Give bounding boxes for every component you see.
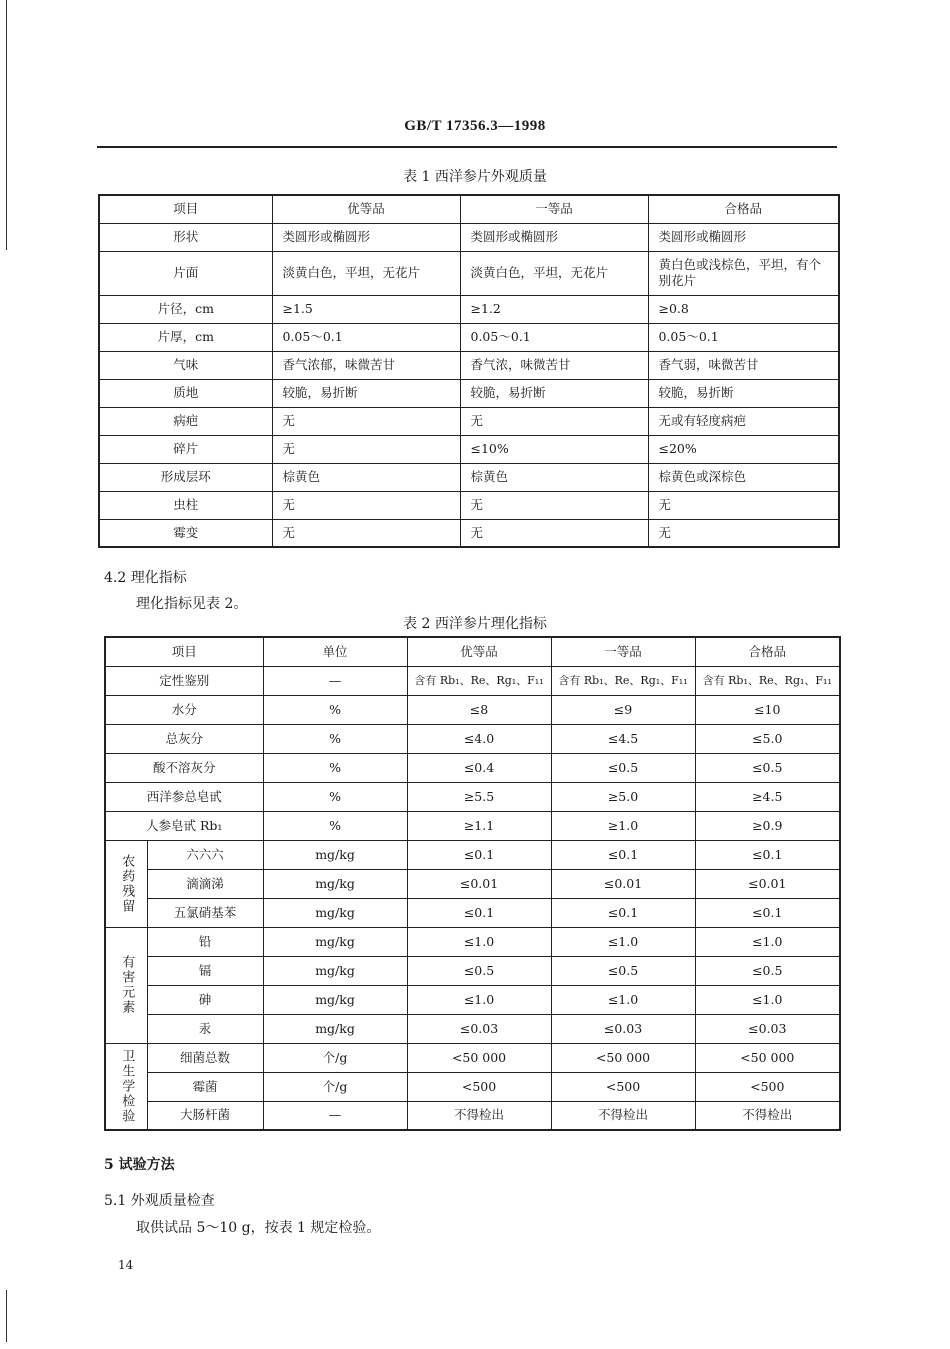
table2-value-cell: ≤0.03 xyxy=(407,1014,551,1043)
table2-value-cell: ≤1.0 xyxy=(695,985,840,1014)
table1-value-cell: 类圆形或椭圆形 xyxy=(460,223,648,251)
table1-row xyxy=(99,295,839,323)
table2-value-cell: ≤0.03 xyxy=(695,1014,840,1043)
page-number: 14 xyxy=(118,1258,134,1272)
table2-unit-cell: mg/kg xyxy=(263,985,407,1014)
table2-group-label: 农药残留 xyxy=(105,840,147,927)
table2-value-cell: ≤0.1 xyxy=(551,840,695,869)
table2-value-cell: 不得检出 xyxy=(695,1101,840,1130)
table2-group-label: 卫生学检验 xyxy=(105,1043,147,1130)
table2-value-cell: ≤0.1 xyxy=(695,898,840,927)
table2-item-cell: 西洋参总皂甙 xyxy=(105,782,263,811)
table2-value-cell: ≤0.01 xyxy=(407,869,551,898)
table2-value-cell: 不得检出 xyxy=(407,1101,551,1130)
table1-caption: 表 1 西洋参片外观质量 xyxy=(403,169,547,185)
table2-value-cell: ≤1.0 xyxy=(551,985,695,1014)
scan-margin-line-bottom xyxy=(6,1290,7,1342)
table1-value-cell: 0.05～0.1 xyxy=(272,323,460,351)
table2-item-cell: 水分 xyxy=(105,695,263,724)
table2-item-cell: 滴滴涕 xyxy=(147,869,263,898)
table1-item-cell: 片厚，cm xyxy=(99,323,272,351)
table2-value-cell: ≤0.03 xyxy=(551,1014,695,1043)
table1-row xyxy=(99,407,839,435)
section-5-1-heading: 5.1 外观质量检查 xyxy=(104,1193,215,1209)
table2-unit-cell: % xyxy=(263,811,407,840)
table1-item-cell: 霉变 xyxy=(99,519,272,547)
section-5-1-text: 取供试品 5～10 g，按表 1 规定检验。 xyxy=(136,1220,381,1236)
table1-value-cell: 无 xyxy=(272,407,460,435)
table1-item-cell: 片面 xyxy=(99,251,272,295)
section-4-2-text: 理化指标见表 2。 xyxy=(136,596,248,612)
table1-value-cell: 较脆，易折断 xyxy=(648,379,839,407)
table2-header-cell: 合格品 xyxy=(695,637,840,666)
table1-value-cell: 淡黄白色，平坦，无花片 xyxy=(272,251,460,295)
table1-value-cell: 无 xyxy=(272,435,460,463)
table2-value-cell: ≤4.0 xyxy=(407,724,551,753)
table2-group-row xyxy=(105,869,840,898)
table2-row xyxy=(105,666,840,695)
table2-value-cell: ≤0.5 xyxy=(551,753,695,782)
page-header: GB/T 17356.3—1998 xyxy=(404,118,546,134)
table2-item-cell: 细菌总数 xyxy=(147,1043,263,1072)
table1-value-cell: 黄白色或浅棕色，平坦，有个别花片 xyxy=(648,251,839,295)
table2-item-cell: 铅 xyxy=(147,927,263,956)
table2-value-cell: <50 000 xyxy=(695,1043,840,1072)
table1-value-cell: 类圆形或椭圆形 xyxy=(272,223,460,251)
table2-unit-cell: % xyxy=(263,695,407,724)
table2-item-cell: 总灰分 xyxy=(105,724,263,753)
table1-value-cell: 0.05～0.1 xyxy=(648,323,839,351)
table2-value-cell: ≤0.4 xyxy=(407,753,551,782)
table2-value-cell: <500 xyxy=(407,1072,551,1101)
table1-header-cell: 一等品 xyxy=(460,195,648,223)
table2-item-cell: 大肠杆菌 xyxy=(147,1101,263,1130)
table2-group-row xyxy=(105,1043,840,1072)
table2-value-cell: ≤0.01 xyxy=(695,869,840,898)
table2-item-cell: 五氯硝基苯 xyxy=(147,898,263,927)
table2-value-cell: ≤0.1 xyxy=(551,898,695,927)
table2-value-cell: ≤0.1 xyxy=(407,898,551,927)
table2-item-cell: 酸不溶灰分 xyxy=(105,753,263,782)
table1-value-cell: 棕黄色或深棕色 xyxy=(648,463,839,491)
table1-row xyxy=(99,351,839,379)
table2-caption: 表 2 西洋参片理化指标 xyxy=(403,616,547,632)
table2-value-cell: ≥1.0 xyxy=(551,811,695,840)
table1-value-cell: 类圆形或椭圆形 xyxy=(648,223,839,251)
table2-unit-cell: mg/kg xyxy=(263,840,407,869)
table2-group-row xyxy=(105,1072,840,1101)
table1-value-cell: 棕黄色 xyxy=(272,463,460,491)
table1-value-cell: 较脆，易折断 xyxy=(272,379,460,407)
table2-row xyxy=(105,782,840,811)
table2-unit-cell: mg/kg xyxy=(263,956,407,985)
table1-value-cell: 无 xyxy=(460,491,648,519)
table2-unit-cell: mg/kg xyxy=(263,927,407,956)
table1-header-cell: 合格品 xyxy=(648,195,839,223)
table2 xyxy=(104,636,841,1131)
table2-unit-cell: mg/kg xyxy=(263,1014,407,1043)
table2-value-cell: ≥1.1 xyxy=(407,811,551,840)
table1-value-cell: 无 xyxy=(648,519,839,547)
table2-value-cell: ≤10 xyxy=(695,695,840,724)
table2-value-cell: 含有 Rb₁、Re、Rg₁、F₁₁ xyxy=(407,666,551,695)
table2-unit-cell: — xyxy=(263,666,407,695)
table2-value-cell: ≤0.1 xyxy=(407,840,551,869)
table2-item-cell: 汞 xyxy=(147,1014,263,1043)
table1-value-cell: ≤20% xyxy=(648,435,839,463)
table1-row xyxy=(99,435,839,463)
table1-value-cell: 无 xyxy=(648,491,839,519)
table2-unit-cell: % xyxy=(263,753,407,782)
table2-unit-cell: % xyxy=(263,782,407,811)
table1-value-cell: 无 xyxy=(272,491,460,519)
table1-item-cell: 气味 xyxy=(99,351,272,379)
table2-value-cell: <500 xyxy=(695,1072,840,1101)
table2-group-row xyxy=(105,956,840,985)
table2-unit-cell: 个/g xyxy=(263,1072,407,1101)
table2-value-cell: ≤1.0 xyxy=(407,927,551,956)
table2-value-cell: ≤0.5 xyxy=(551,956,695,985)
table2-header-cell: 项目 xyxy=(105,637,263,666)
table2-value-cell: 不得检出 xyxy=(551,1101,695,1130)
table2-row xyxy=(105,811,840,840)
table2-item-cell: 人参皂甙 Rb₁ xyxy=(105,811,263,840)
table2-group-row xyxy=(105,840,840,869)
table1-value-cell: 无或有轻度病疤 xyxy=(648,407,839,435)
table2-value-cell: ≥5.0 xyxy=(551,782,695,811)
table2-unit-cell: 个/g xyxy=(263,1043,407,1072)
table2-unit-cell: — xyxy=(263,1101,407,1130)
table2-header-row xyxy=(105,637,840,666)
table2-value-cell: <500 xyxy=(551,1072,695,1101)
table1-item-cell: 形成层环 xyxy=(99,463,272,491)
table2-value-cell: ≤8 xyxy=(407,695,551,724)
table1-header-row xyxy=(99,195,839,223)
table2-header-cell: 一等品 xyxy=(551,637,695,666)
table1-value-cell: 无 xyxy=(460,519,648,547)
table1 xyxy=(98,194,840,548)
table1-value-cell: 较脆，易折断 xyxy=(460,379,648,407)
table1-row xyxy=(99,491,839,519)
table2-value-cell: ≤1.0 xyxy=(695,927,840,956)
table2-value-cell: 含有 Rb₁、Re、Rg₁、F₁₁ xyxy=(551,666,695,695)
table2-group-label: 有害元素 xyxy=(105,927,147,1043)
table2-value-cell: <50 000 xyxy=(407,1043,551,1072)
table2-unit-cell: mg/kg xyxy=(263,869,407,898)
table2-header-cell: 单位 xyxy=(263,637,407,666)
table2-value-cell: ≤5.0 xyxy=(695,724,840,753)
table1-row xyxy=(99,379,839,407)
table2-item-cell: 六六六 xyxy=(147,840,263,869)
table2-value-cell: ≤4.5 xyxy=(551,724,695,753)
table2-row xyxy=(105,724,840,753)
table2-value-cell: ≤0.5 xyxy=(695,753,840,782)
table2-value-cell: 含有 Rb₁、Re、Rg₁、F₁₁ xyxy=(695,666,840,695)
table2-row xyxy=(105,695,840,724)
table2-unit-cell: mg/kg xyxy=(263,898,407,927)
table1-row xyxy=(99,223,839,251)
table1-row xyxy=(99,251,839,295)
table1-header-cell: 项目 xyxy=(99,195,272,223)
table1-value-cell: 0.05～0.1 xyxy=(460,323,648,351)
table1-item-cell: 虫柱 xyxy=(99,491,272,519)
table2-item-cell: 镉 xyxy=(147,956,263,985)
table2-unit-cell: % xyxy=(263,724,407,753)
table1-item-cell: 片径，cm xyxy=(99,295,272,323)
table1-item-cell: 形状 xyxy=(99,223,272,251)
table2-row xyxy=(105,753,840,782)
table2-group-row xyxy=(105,1014,840,1043)
table1-value-cell: 淡黄白色，平坦，无花片 xyxy=(460,251,648,295)
section-4-2-heading: 4.2 理化指标 xyxy=(104,570,187,586)
table1-value-cell: ≥0.8 xyxy=(648,295,839,323)
table1-value-cell: 香气弱，味微苦甘 xyxy=(648,351,839,379)
table2-value-cell: ≥0.9 xyxy=(695,811,840,840)
table2-value-cell: ≥5.5 xyxy=(407,782,551,811)
table1-row xyxy=(99,323,839,351)
table2-value-cell: ≤0.5 xyxy=(695,956,840,985)
table2-value-cell: ≤9 xyxy=(551,695,695,724)
table2-value-cell: ≤0.5 xyxy=(407,956,551,985)
table2-value-cell: ≥4.5 xyxy=(695,782,840,811)
table1-value-cell: ≥1.5 xyxy=(272,295,460,323)
table1-row xyxy=(99,519,839,547)
table1-value-cell: ≥1.2 xyxy=(460,295,648,323)
table2-group-row xyxy=(105,1101,840,1130)
table1-item-cell: 质地 xyxy=(99,379,272,407)
table1-value-cell: 无 xyxy=(460,407,648,435)
table1-item-cell: 病疤 xyxy=(99,407,272,435)
table2-value-cell: <50 000 xyxy=(551,1043,695,1072)
table2-value-cell: ≤1.0 xyxy=(551,927,695,956)
table2-value-cell: ≤1.0 xyxy=(407,985,551,1014)
table1-value-cell: 棕黄色 xyxy=(460,463,648,491)
table1-value-cell: 无 xyxy=(272,519,460,547)
header-rule xyxy=(97,146,837,148)
table1-value-cell: ≤10% xyxy=(460,435,648,463)
table2-item-cell: 定性鉴别 xyxy=(105,666,263,695)
table1-header-cell: 优等品 xyxy=(272,195,460,223)
table2-item-cell: 霉菌 xyxy=(147,1072,263,1101)
section-5-heading: 5 试验方法 xyxy=(104,1157,175,1173)
table1-value-cell: 香气浓郁，味微苦甘 xyxy=(272,351,460,379)
table2-group-row xyxy=(105,927,840,956)
table2-value-cell: ≤0.01 xyxy=(551,869,695,898)
table2-header-cell: 优等品 xyxy=(407,637,551,666)
table1-value-cell: 香气浓，味微苦甘 xyxy=(460,351,648,379)
table1-row xyxy=(99,463,839,491)
table2-group-row xyxy=(105,898,840,927)
table2-item-cell: 砷 xyxy=(147,985,263,1014)
table2-group-row xyxy=(105,985,840,1014)
table2-value-cell: ≤0.1 xyxy=(695,840,840,869)
table1-item-cell: 碎片 xyxy=(99,435,272,463)
